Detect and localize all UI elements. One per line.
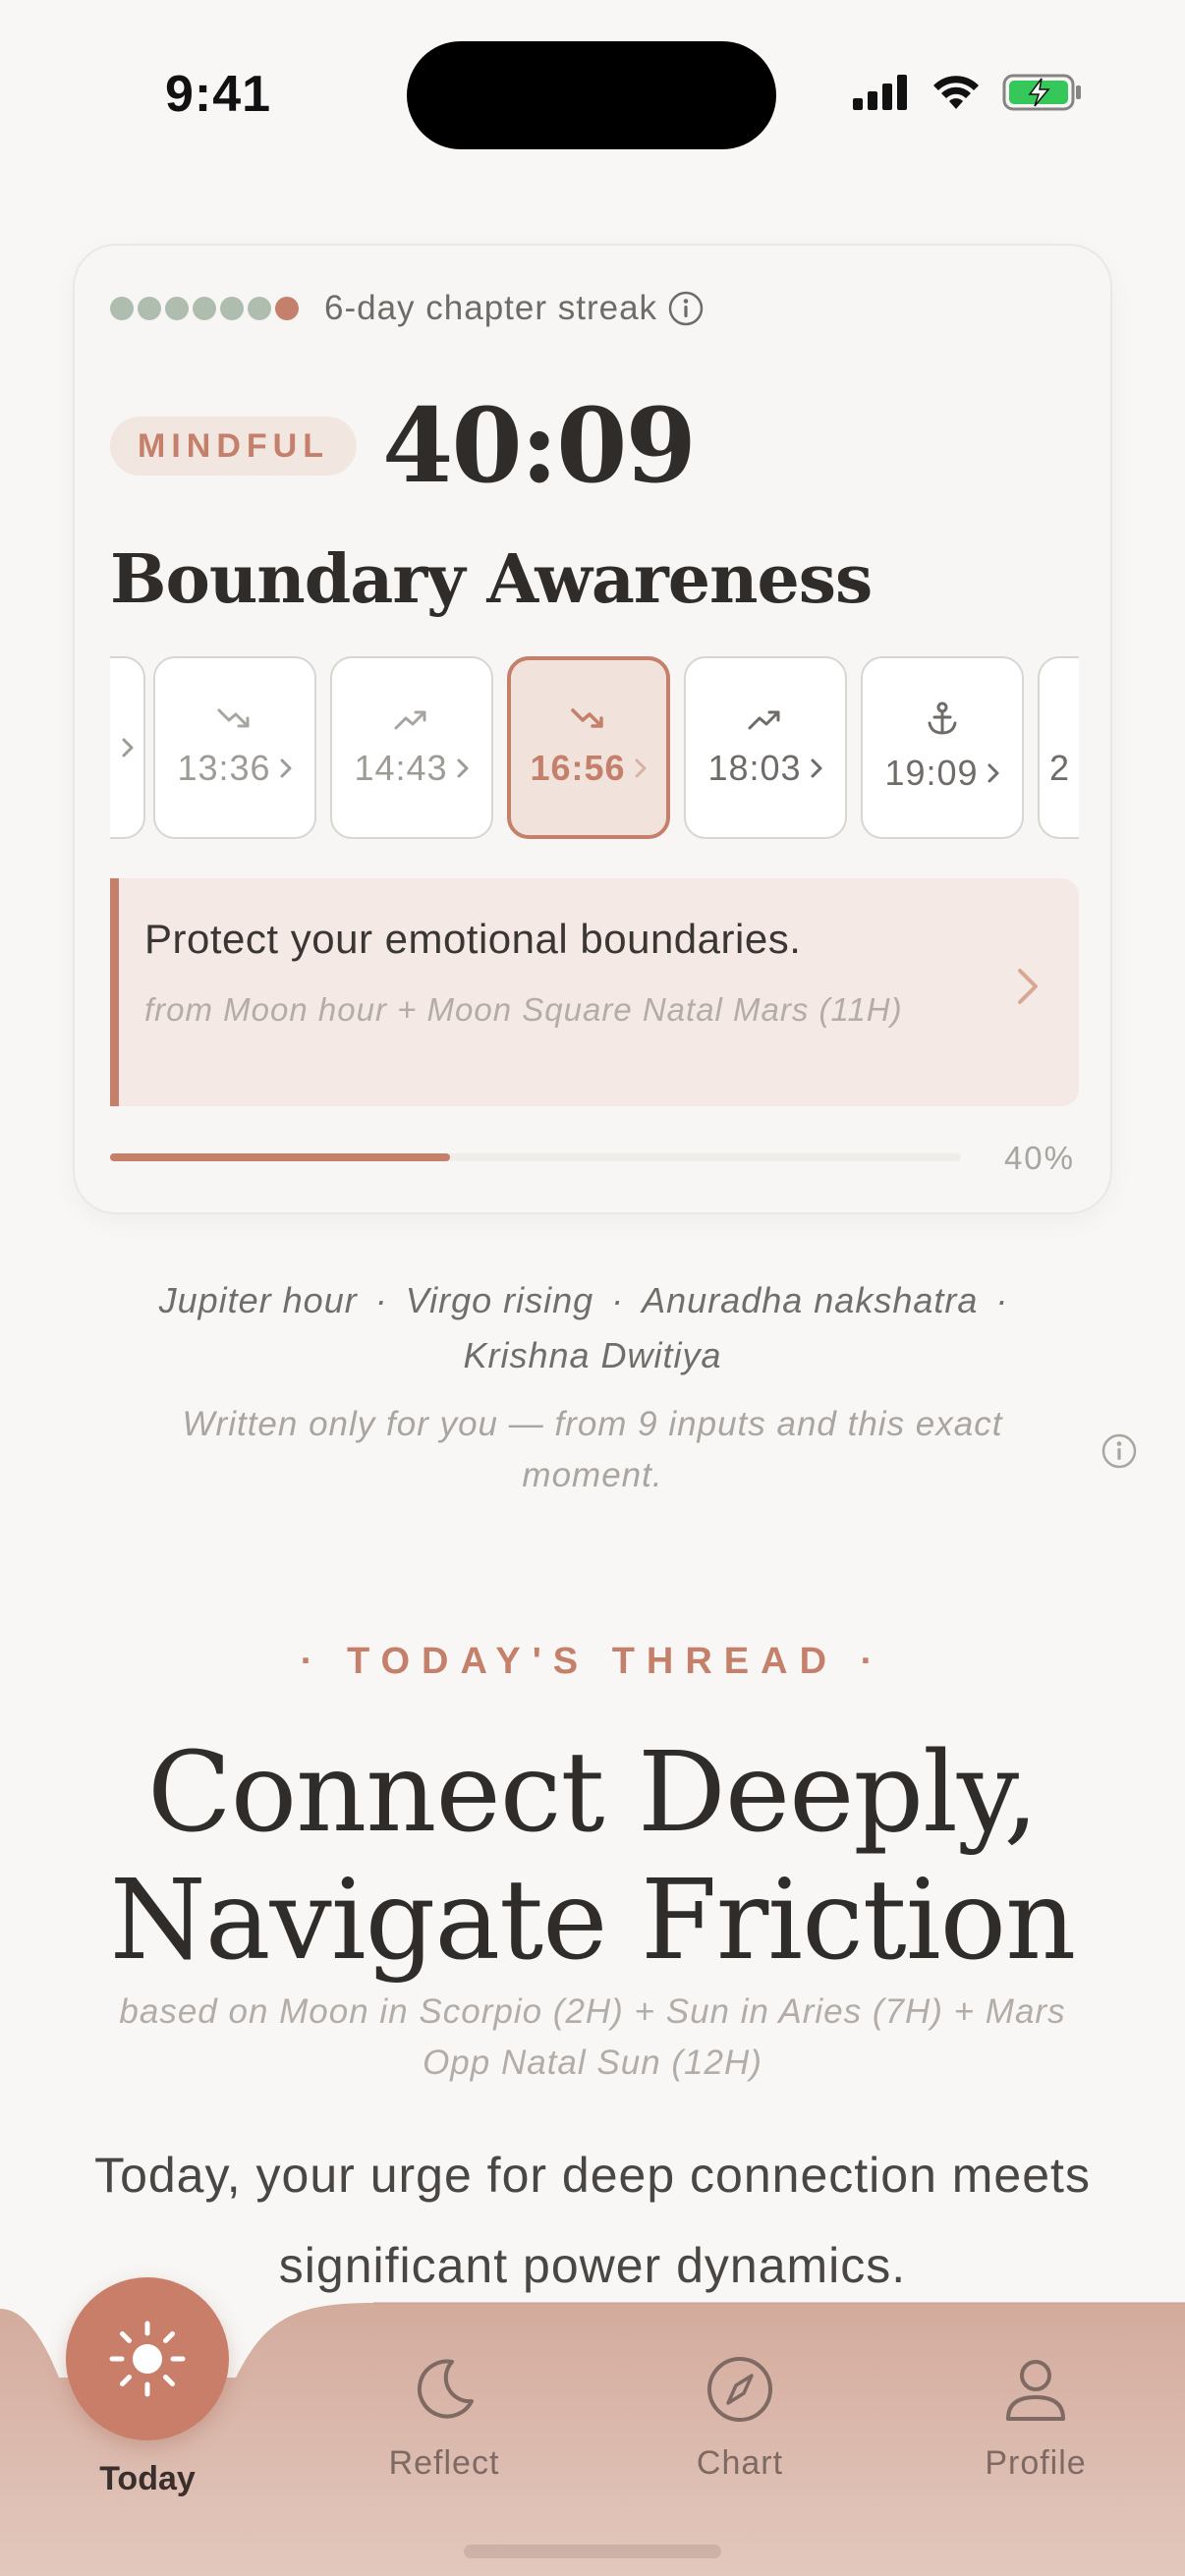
personalization-note: Written only for you — from 9 inputs and this exact moment. [182, 1405, 1003, 1494]
time-chip[interactable] [861, 656, 1024, 839]
planetary-hour: Jupiter hour [158, 1280, 358, 1320]
time-chip[interactable] [684, 656, 847, 839]
trend-down-icon [569, 706, 608, 732]
insight-text: Protect your emotional boundaries. [144, 916, 802, 962]
streak-label: 6-day chapter streak [324, 289, 658, 327]
time-chip-label: 16:56 [530, 748, 626, 788]
status-bar [0, 0, 1185, 187]
time-chip-strip[interactable] [110, 656, 1079, 841]
time-chip-label: 14:43 [354, 748, 448, 788]
chevron-right-icon [810, 757, 823, 779]
chevron-right-icon [456, 757, 470, 779]
chapter-card [73, 244, 1112, 1214]
insight-source: from Moon hour + Moon Square Natal Mars (11H) [144, 991, 903, 1028]
streak-dot [165, 297, 189, 320]
wifi-icon [931, 74, 981, 111]
streak-info-icon[interactable] [667, 290, 705, 327]
person-icon [1000, 2354, 1071, 2425]
time-chip-label: 18:03 [707, 748, 802, 788]
tab-reflect[interactable] [346, 2354, 542, 2483]
tab-label: Reflect [388, 2444, 500, 2482]
chevron-right-icon [279, 757, 293, 779]
chapter-progress-bar [110, 1153, 961, 1161]
thread-title-line2: Navigate Friction [109, 1857, 1076, 1985]
trend-up-icon [392, 706, 431, 732]
battery-charging-icon [1002, 73, 1083, 112]
time-chip[interactable] [153, 656, 316, 839]
chapter-title: Boundary Awareness [110, 540, 873, 619]
streak-dot [138, 297, 161, 320]
time-chip[interactable] [1038, 656, 1079, 839]
compass-icon [705, 2354, 775, 2425]
info-icon[interactable] [1100, 1432, 1138, 1470]
streak-dot [248, 297, 271, 320]
cellular-signal-icon [853, 75, 910, 110]
thread-title-line1: Connect Deeply, [147, 1729, 1038, 1857]
thread-body: Today, your urge for deep connection meets significant power dynamics. [94, 2148, 1091, 2293]
time-chip-label: 19:09 [884, 753, 979, 793]
time-chip-selected[interactable] [507, 656, 670, 839]
tab-chart[interactable] [642, 2354, 838, 2483]
tab-today[interactable] [49, 2277, 246, 2498]
trend-down-icon [215, 706, 254, 732]
time-chip-label: 13:36 [177, 748, 271, 788]
tab-label: Today [99, 2460, 196, 2497]
chapter-progress-fill [110, 1153, 450, 1161]
anchor-icon [926, 701, 959, 737]
tab-label: Profile [985, 2444, 1087, 2482]
rising-sign: Virgo rising [405, 1280, 594, 1320]
streak-row [110, 289, 705, 328]
status-time: 9:41 [165, 66, 272, 123]
streak-dot-today [275, 297, 299, 320]
mood-row [110, 385, 695, 506]
status-icons [853, 73, 1083, 112]
thread-kicker: · TODAY'S THREAD · [300, 1641, 885, 1682]
time-chip-label: 2 [1049, 748, 1071, 788]
chevron-right-icon [987, 762, 1000, 784]
astro-context: Jupiter hour · Virgo rising · Anuradha nakshatra · Krishna Dwitiya [158, 1280, 1009, 1375]
streak-dots [110, 297, 299, 320]
tithi: Krishna Dwitiya [463, 1335, 722, 1375]
chevron-right-icon [121, 737, 135, 758]
chevron-right-icon [634, 757, 648, 779]
trend-up-icon [746, 706, 785, 732]
streak-dot [110, 297, 134, 320]
chapter-progress-label: 40% [1003, 1140, 1075, 1176]
chevron-right-icon[interactable] [1016, 967, 1040, 1006]
time-chip[interactable] [330, 656, 493, 839]
thread-based-on: based on Moon in Scorpio (2H) + Sun in Aries (7H) + Mars Opp Natal Sun (12H) [119, 1992, 1066, 2082]
sun-icon [106, 2318, 189, 2400]
insight-banner[interactable] [110, 878, 1079, 1106]
streak-dot [220, 297, 244, 320]
home-indicator [464, 2545, 721, 2558]
tab-profile[interactable] [937, 2354, 1134, 2483]
mood-pill: MINDFUL [110, 417, 357, 476]
countdown-timer: 40:09 [381, 385, 695, 506]
moon-icon [409, 2354, 480, 2425]
thread-title [0, 1729, 1185, 1985]
nakshatra: Anuradha nakshatra [642, 1280, 979, 1320]
tab-bar [0, 2299, 1185, 2576]
dynamic-island [407, 41, 776, 149]
time-chip[interactable] [110, 656, 145, 839]
streak-dot [193, 297, 216, 320]
tab-label: Chart [696, 2444, 784, 2482]
